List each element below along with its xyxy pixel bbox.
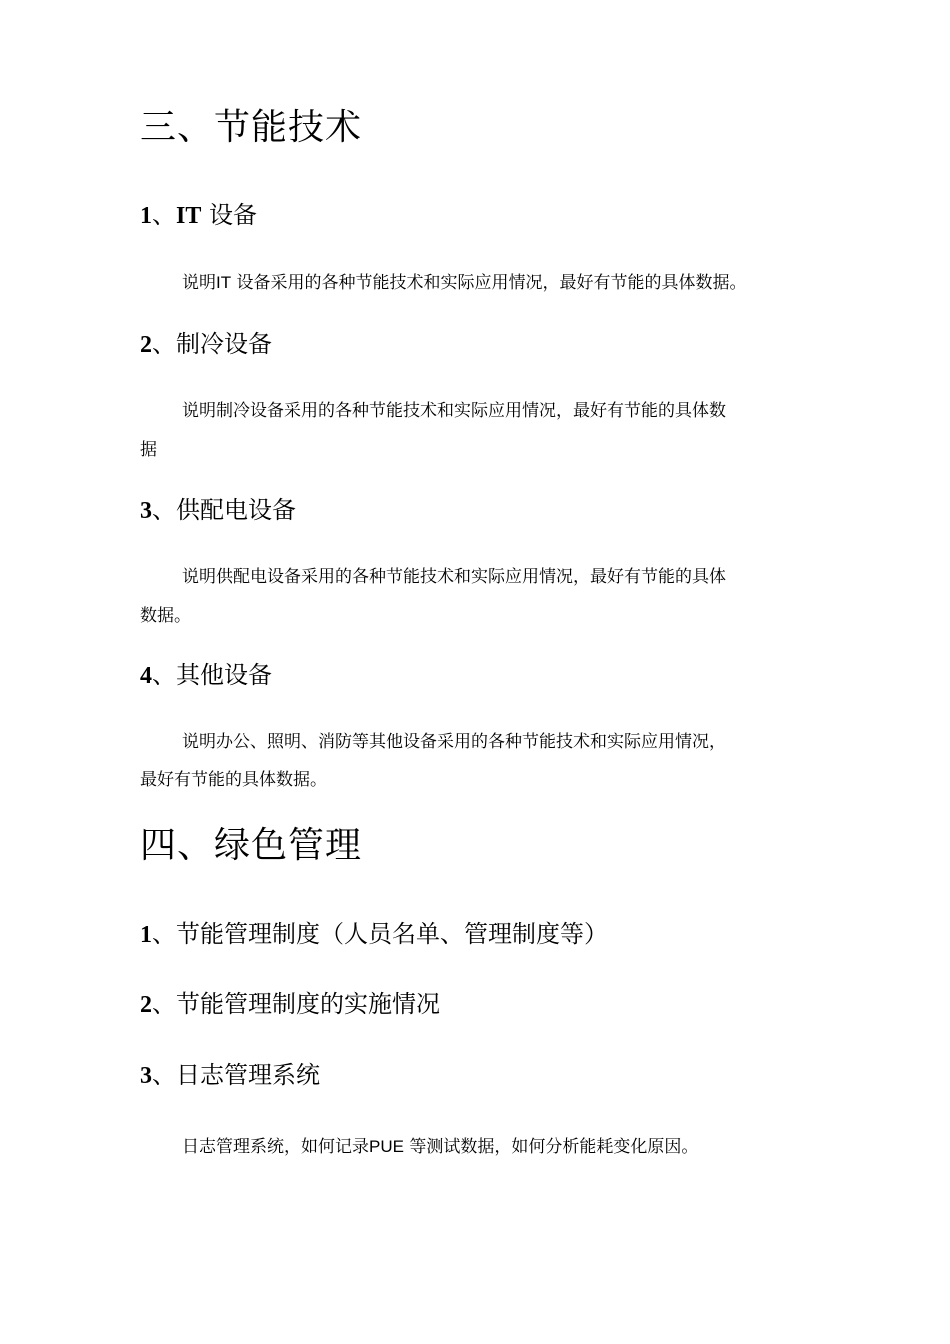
section-4-item-1-heading <box>140 918 608 951</box>
section-4-item-3-description <box>182 1135 698 1159</box>
section-3-item-3-heading <box>140 494 296 527</box>
section-3-item-3-description-line-1: 说明供配电设备采用的各种节能技术和实际应用情况，最好有节能的具体 <box>182 567 726 587</box>
item-label: 节能管理制度（人员名单、管理制度等） <box>176 920 608 948</box>
item-number: 4 <box>140 663 152 689</box>
desc-text: 设备采用的各种节能技术和实际应用情况，最好有节能的具体数据。 <box>231 273 747 293</box>
desc-latin: IT <box>216 273 232 292</box>
item-number: 1 <box>140 203 152 229</box>
section-3-item-4-heading <box>140 659 272 692</box>
section-3-item-3-description-line-2: 数据。 <box>140 606 191 626</box>
item-separator: 、 <box>152 1061 176 1089</box>
item-label: 节能管理制度的实施情况 <box>176 990 440 1018</box>
section-3-item-1-description <box>182 271 747 295</box>
item-number: 1 <box>140 922 152 948</box>
section-3-item-1-heading <box>140 199 257 232</box>
section-3-item-4-description-line-1: 说明办公、照明、消防等其他设备采用的各种节能技术和实际应用情况， <box>182 732 726 752</box>
desc-text: 等测试数据，如何分析能耗变化原因。 <box>403 1137 699 1157</box>
item-latin-label: IT <box>176 203 202 229</box>
item-label: 设备 <box>201 201 257 229</box>
item-label: 供配电设备 <box>176 496 296 524</box>
item-separator: 、 <box>152 661 176 689</box>
item-separator: 、 <box>152 920 176 948</box>
desc-latin: PUE <box>369 1137 404 1156</box>
item-number: 2 <box>140 332 152 358</box>
section-3-item-2-description-line-2: 据 <box>140 440 157 460</box>
item-separator: 、 <box>152 330 176 358</box>
section-3-item-2-description-line-1: 说明制冷设备采用的各种节能技术和实际应用情况，最好有节能的具体数 <box>182 401 726 421</box>
item-label: 制冷设备 <box>176 330 272 358</box>
section-3-item-4-description-line-2: 最好有节能的具体数据。 <box>140 770 327 790</box>
item-separator: 、 <box>152 496 176 524</box>
item-label: 其他设备 <box>176 661 272 689</box>
section-4-title: 四、绿色管理 <box>140 825 363 866</box>
section-4-item-2-heading <box>140 988 440 1021</box>
section-3-item-2-heading <box>140 328 272 361</box>
item-number: 3 <box>140 498 152 524</box>
section-3-title: 三、节能技术 <box>140 107 363 148</box>
desc-text: 说明 <box>182 273 216 293</box>
item-number: 2 <box>140 992 152 1018</box>
item-label: 日志管理系统 <box>176 1061 320 1089</box>
item-number: 3 <box>140 1063 152 1089</box>
section-4-item-3-heading <box>140 1059 320 1092</box>
desc-text: 日志管理系统，如何记录 <box>182 1137 369 1157</box>
item-separator: 、 <box>152 201 176 229</box>
item-separator: 、 <box>152 990 176 1018</box>
